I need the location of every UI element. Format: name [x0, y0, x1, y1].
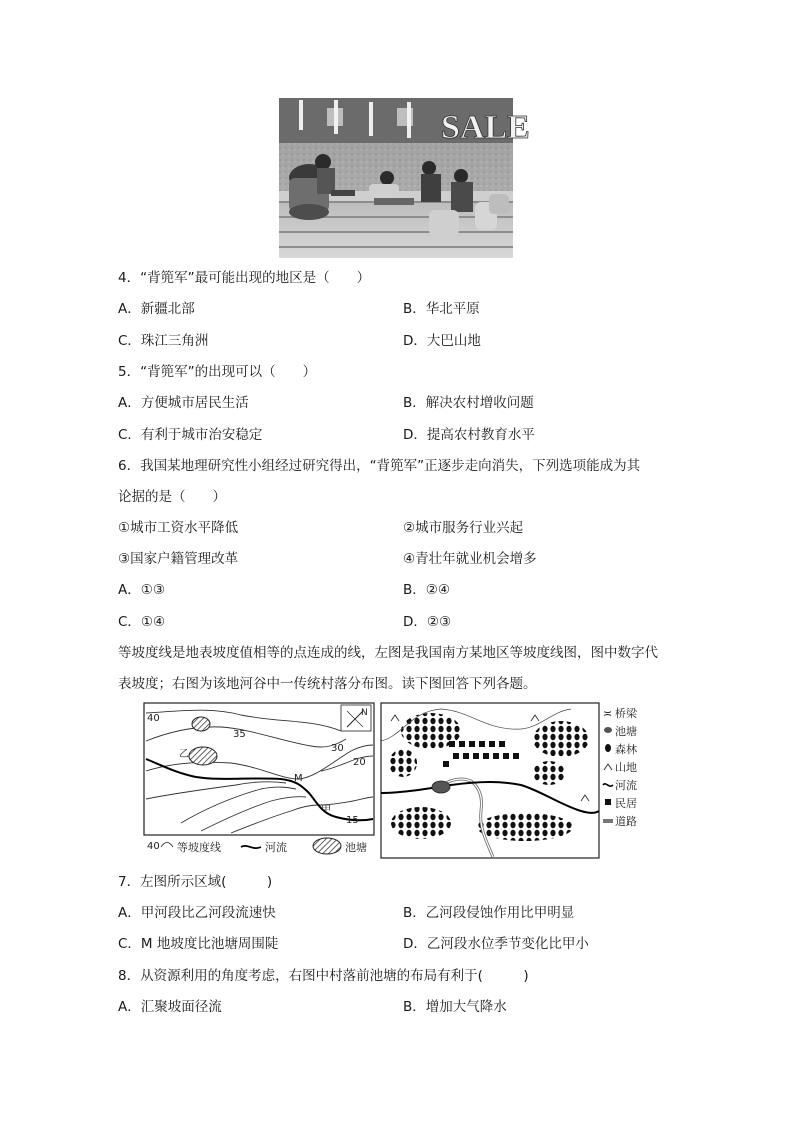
maps-figure [141, 701, 656, 861]
q7-option-c[interactable]: C．M 地坡度比池塘周围陡 [118, 936, 279, 952]
q6-statement-2: ②城市服务行业兴起 [403, 520, 524, 536]
contour-label-40: 40 [147, 713, 160, 724]
legend-house-icon [605, 799, 611, 805]
q6-statement-1: ①城市工资水平降低 [118, 520, 239, 536]
legend-forest-label: 森林 [615, 743, 637, 756]
q4-option-d[interactable]: D．大巴山地 [403, 333, 481, 349]
north-label: N [361, 708, 368, 718]
contour-label-30: 30 [331, 743, 344, 754]
contour-label-35: 35 [233, 729, 246, 740]
legend-pond-label: 池塘 [345, 841, 367, 854]
legend-river-icon-2 [603, 784, 613, 786]
point-label-m: M [294, 773, 303, 784]
legend-mountain-label: 山地 [615, 761, 637, 774]
legend-bridge-icon: ≍ [603, 707, 613, 720]
legend-river-icon [241, 846, 261, 848]
legend-road-icon [603, 819, 613, 823]
legend-contour-value: 40 [147, 841, 160, 852]
legend-road-label: 道路 [615, 815, 637, 828]
village-map [381, 703, 638, 858]
q4-option-a[interactable]: A．新疆北部 [118, 301, 195, 317]
legend-house-label: 民居 [615, 797, 637, 810]
intro-line2: 表坡度；右图为该地河谷中一传统村落分布图。读下图回答下列各题。 [118, 676, 537, 692]
contour-label-15: 15 [346, 815, 359, 826]
q7-stem: 7．左图所示区域( ) [118, 874, 273, 890]
slope-contour-map [144, 703, 374, 854]
q6-statement-4: ④青壮年就业机会增多 [403, 551, 537, 567]
q6-statement-3: ③国家户籍管理改革 [118, 551, 239, 567]
porters-photo [279, 98, 530, 258]
q7-option-a[interactable]: A．甲河段比乙河段流速快 [118, 905, 276, 921]
legend-bridge-label: 桥梁 [615, 707, 637, 720]
legend-river-label-2: 河流 [615, 779, 637, 792]
legend-forest-icon [605, 744, 611, 752]
q5-stem: 5．“背篼军”的出现可以（ ） [118, 364, 317, 380]
q8-option-a[interactable]: A．汇聚坡面径流 [118, 999, 222, 1015]
contour-label-20: 20 [353, 757, 366, 768]
q8-option-b[interactable]: B．增加大气降水 [403, 999, 507, 1015]
q6-option-d[interactable]: D．②③ [403, 614, 452, 630]
legend-river-label: 河流 [265, 841, 287, 854]
q7-option-d[interactable]: D．乙河段水位季节变化比甲小 [403, 936, 589, 952]
q7-option-b[interactable]: B．乙河段侵蚀作用比甲明显 [403, 905, 575, 921]
q5-option-c[interactable]: C．有利于城市治安稳定 [118, 427, 263, 443]
legend-contour-label: 等坡度线 [177, 841, 221, 854]
q6-option-a[interactable]: A．①③ [118, 582, 165, 598]
legend-pond-icon [313, 838, 341, 854]
q4-option-c[interactable]: C．珠江三角洲 [118, 333, 209, 349]
river-label-yi: 乙 [179, 749, 189, 760]
river-label-jia: 甲 [321, 805, 331, 816]
sale-sign: SALE [441, 109, 530, 146]
q6-stem-line1: 6．我国某地理研究性小组经过研究得出，“背篼军”正逐步走向消失，下列选项能成为其 [118, 458, 641, 474]
legend-mountain-icon [604, 764, 612, 770]
q6-stem-line2: 论据的是（ ） [118, 489, 226, 505]
q5-option-a[interactable]: A．方便城市居民生活 [118, 395, 249, 411]
legend-pond-icon-2 [604, 727, 612, 733]
legend-pond-label-2: 池塘 [615, 725, 637, 738]
intro-line1: 等坡度线是地表坡度值相等的点连成的线，左图是我国南方某地区等坡度线图，图中数字代 [118, 645, 658, 661]
q8-stem: 8．从资源利用的角度考虑，右图中村落前池塘的布局有利于( ) [118, 968, 529, 984]
q4-option-b[interactable]: B．华北平原 [403, 301, 480, 317]
q5-option-b[interactable]: B．解决农村增收问题 [403, 395, 534, 411]
q5-option-d[interactable]: D．提高农村教育水平 [403, 427, 535, 443]
q6-option-b[interactable]: B．②④ [403, 582, 450, 598]
q4-stem: 4．“背篼军”最可能出现的地区是（ ） [118, 270, 371, 286]
q6-option-c[interactable]: C．①④ [118, 614, 166, 630]
